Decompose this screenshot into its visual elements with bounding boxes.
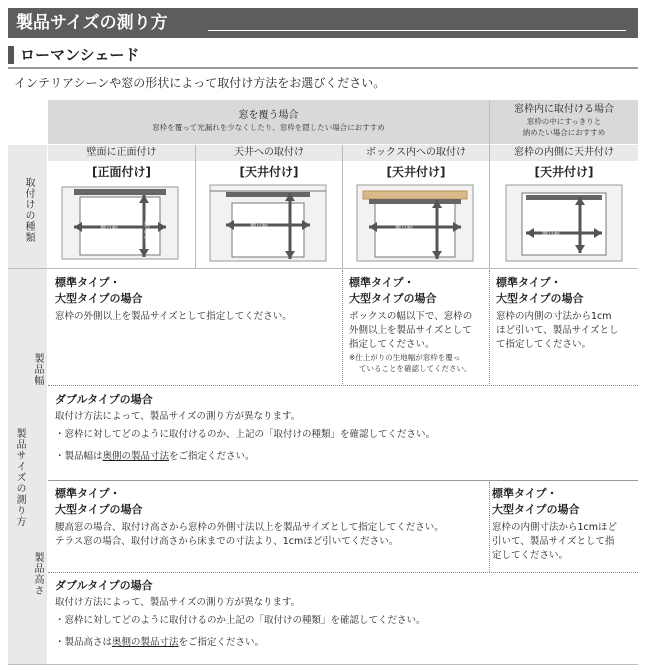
std-c-text-3: 定してください。 [492,550,569,561]
width-std-a [55,275,340,324]
std-a-text-1: 腰高窓の場合、取付け高さから窓枠の外側寸法以上を製品サイズとして指定してください。 [55,522,444,533]
std-c-head-2: 大型タイプの場合 [492,503,580,516]
page-title: 製品サイズの測り方 [16,13,168,33]
group-inside-title: 窓枠内に取付ける場合 [514,104,614,115]
row-label-measure [8,269,47,664]
std-b-note-2: ていることを確認してください。 [359,364,472,373]
std-a-text-2: テラス窓の場合、取付け高さから床までの寸法より、1cmほど引いてください。 [55,536,399,547]
fig-width-label: 製品幅 [250,224,269,231]
std-a-head-1: 標準タイプ・ [55,487,121,500]
figure-box-mount [355,183,475,263]
method-name: 窓枠の内側に天井付け [514,147,614,158]
grid-line [195,145,196,268]
std-c-text-2: ほど引いて、製品サイズとし [496,325,619,336]
method-name: ボックス内への取付け [366,147,466,158]
grid-line [489,270,490,384]
std-a-head-2: 大型タイプの場合 [55,292,143,305]
row-label-kind [8,145,47,268]
grid-line [8,664,638,665]
method-header-3 [343,145,489,161]
double-text-1: 取付け方法によって、製品サイズの測り方が異なります。 [55,411,301,422]
method-tag-4: [天井付け] [534,165,594,179]
std-a-head-1: 標準タイプ・ [55,276,121,289]
intro-text: インテリアシーンや窓の形状によって取付け方法をお選びください。 [14,76,386,90]
group-inside-note-2: 納めたい場合におすすめ [522,128,606,137]
figure-inside-mount [504,183,624,263]
group-cover-title: 窓を覆う場合 [238,110,299,121]
std-c-head-1: 標準タイプ・ [492,487,558,500]
double-text-1: 取付け方法によって、製品サイズの測り方が異なります。 [55,597,301,608]
double-title: ダブルタイプの場合 [55,579,153,592]
grid-line [342,145,343,268]
figure-wall-mount [60,183,180,263]
double-text-2: ・窓枠に対してどのように取付けるのか、上記の「取付けの種類」を確認してください。 [55,429,436,440]
std-c-head-1: 標準タイプ・ [496,276,562,289]
std-b-note-1: ※仕上がりの生地幅が窓枠を覆っ [349,353,461,362]
double-title: ダブルタイプの場合 [55,393,153,406]
section-title: ローマンシェード [20,46,140,64]
height-std-a [55,486,485,549]
std-b-text-1: ボックスの幅以下で、窓枠の [349,311,473,322]
row-label-kind-text: 取付けの種類 [23,177,34,243]
group-cover-header [48,100,489,144]
std-c-head-2: 大型タイプの場合 [496,292,584,305]
double-text-3: ・製品高さは奥側の製品寸法をご指定ください。 [55,637,265,648]
page-title-bar [8,8,638,38]
double-text-3: ・製品幅は奥側の製品寸法をご指定ください。 [55,451,255,462]
grid-line [489,482,490,572]
height-std-c [492,486,638,563]
group-cover-note: 窓枠を覆って光漏れを少なくしたり、窓枠を隠したい場合におすすめ [152,123,385,132]
method-tag-3: [天井付け] [386,165,446,179]
height-double [55,578,635,650]
divider [48,572,638,573]
std-c-text-1: 窓枠の内側の寸法から1cm [496,311,612,322]
width-std-c [496,275,636,352]
group-inside-header [490,100,638,144]
std-c-text-3: て指定してください。 [496,339,592,350]
row-label-measure-text: 製品サイズの測り方 [14,427,25,527]
std-c-text-2: 引いて、製品サイズとして指 [492,536,615,547]
method-header-4 [490,145,638,161]
std-b-text-3: 指定してください。 [349,339,435,350]
group-inside-note-1: 窓枠の中にすっきりと [526,117,602,126]
divider [48,385,638,386]
std-b-head-2: 大型タイプの場合 [349,292,437,305]
grid-line [489,100,490,268]
method-tag-2: [天井付け] [239,165,299,179]
grid-line [342,270,343,384]
width-std-b [349,275,487,374]
fig-width-label: 製品幅 [100,226,119,233]
method-name: 壁面に正面付け [86,147,157,158]
row-label-width-text: 製品幅 [32,352,43,386]
grid-line [8,268,638,269]
method-header-1 [48,145,195,161]
fig-width-label: 製品幅 [395,226,414,233]
std-c-text-1: 窓枠の内側寸法から1cmほど [492,522,618,533]
std-a-text: 窓枠の外側以上を製品サイズとして指定してください。 [55,311,292,322]
grid-line [48,480,638,481]
method-tag-1: [正面付け] [92,165,151,179]
fig-width-label: 製品幅 [542,232,561,239]
double-text-2: ・窓枠に対してどのように取付けるのか上記の「取付けの種類」を確認してください。 [55,615,426,626]
section-heading [8,44,139,66]
method-header-2 [196,145,342,161]
fig-height-label: 製品高さ [142,221,150,245]
title-underline [208,30,626,31]
section-marker [8,46,14,64]
std-b-head-1: 標準タイプ・ [349,276,415,289]
section-divider [8,67,638,69]
method-name: 天井への取付け [234,147,304,158]
std-a-head-2: 大型タイプの場合 [55,503,143,516]
row-label-height-text: 製品高さ [32,552,43,596]
width-double [55,392,635,464]
std-b-text-2: 外側以上を製品サイズとして [349,325,472,336]
figure-ceiling-mount [208,183,328,263]
